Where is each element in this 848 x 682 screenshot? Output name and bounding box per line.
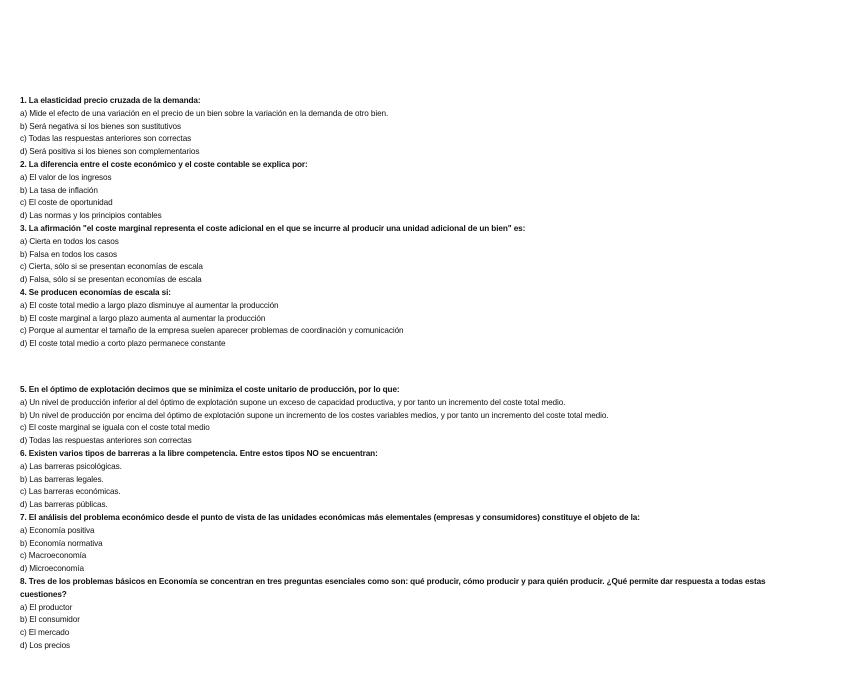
- answer-option: d) Será positiva si los bienes son complementarios: [20, 147, 200, 157]
- answer-option: a) Economía positiva: [20, 525, 95, 535]
- answer-option: c) Porque al aumentar el tamaño de la empresa suelen aparecer problemas de coordinación y comunicación: [20, 326, 404, 336]
- question-text: 6. Existen varios tipos de barreras a la libre competencia. Entre estos tipos NO se encuentran:: [20, 448, 378, 458]
- answer-option: b) Será negativa si los bienes son sustitutivos: [20, 121, 181, 131]
- answer-option: a) El coste total medio a largo plazo disminuye al aumentar la producción: [20, 300, 279, 310]
- answer-option: c) El coste marginal se iguala con el coste total medio: [20, 423, 210, 433]
- answer-option: d) El coste total medio a corto plazo permanece constante: [20, 339, 226, 349]
- answer-option: d) Todas las respuestas anteriores son correctas: [20, 436, 192, 446]
- answer-option: a) El valor de los ingresos: [20, 172, 112, 182]
- answer-option: a) Las barreras psicológicas.: [20, 461, 122, 471]
- answer-option: a) Cierta en todos los casos: [20, 236, 119, 246]
- question-text: 8. Tres de los problemas básicos en Economía se concentran en tres preguntas esenciales como son: qué producir, cómo producir y para quién producir. ¿Qué permite dar respuesta a todas estas cuestiones?: [20, 576, 766, 599]
- answer-option: d) Los precios: [20, 640, 71, 650]
- answer-option: a) Mide el efecto de una variación en el precio de un bien sobre la variación en la demanda de otro bien.: [20, 108, 389, 118]
- questions-block-2: [20, 384, 820, 653]
- answer-option: c) Cierta, sólo si se presentan economías de escala: [20, 262, 203, 272]
- answer-option: c) Todas las respuestas anteriores son correctas: [20, 134, 192, 144]
- question-text: 2. La diferencia entre el coste económico y el coste contable se explica por:: [20, 159, 308, 169]
- answer-option: d) Las normas y los principios contables: [20, 211, 162, 221]
- question-text: 7. El análisis del problema económico desde el punto de vista de las unidades económicas más elementales (empresas y consumidores) constituye el objeto de la:: [20, 512, 640, 522]
- answer-option: b) Falsa en todos los casos: [20, 249, 117, 259]
- answer-option: a) Un nivel de producción inferior al del óptimo de explotación supone un exceso de capacidad productiva, y por tanto un incremento del coste total medio.: [20, 397, 566, 407]
- answer-option: d) Falsa, sólo si se presentan economías de escala: [20, 275, 202, 285]
- answer-option: b) La tasa de inflación: [20, 185, 98, 195]
- answer-option: b) El coste marginal a largo plazo aumenta al aumentar la producción: [20, 313, 266, 323]
- answer-option: a) El productor: [20, 602, 73, 612]
- question-text: 3. La afirmación "el coste marginal representa el coste adicional en el que se incurre al producir una unidad adicional de un bien" es:: [20, 223, 526, 233]
- answer-option: b) Las barreras legales.: [20, 474, 104, 484]
- answer-option: b) El consumidor: [20, 615, 80, 625]
- question-text: 1. La elasticidad precio cruzada de la demanda:: [20, 96, 201, 105]
- answer-option: c) El coste de oportunidad: [20, 198, 113, 208]
- questions-block-1: [20, 95, 820, 351]
- answer-option: d) Las barreras públicas.: [20, 500, 108, 510]
- answer-option: c) Las barreras económicas.: [20, 487, 121, 497]
- answer-option: b) Un nivel de producción por encima del óptimo de explotación supone un incremento de los costes variables medios, y por tanto un incremento del coste total medio.: [20, 410, 609, 420]
- answer-option: d) Microeconomía: [20, 564, 84, 574]
- question-text: 5. En el óptimo de explotación decimos que se minimiza el coste unitario de producción, por lo que:: [20, 385, 400, 394]
- answer-option: c) Macroeconomía: [20, 551, 87, 561]
- answer-option: c) El mercado: [20, 628, 70, 638]
- question-text: 4. Se producen economías de escala si:: [20, 287, 171, 297]
- answer-option: b) Economía normativa: [20, 538, 103, 548]
